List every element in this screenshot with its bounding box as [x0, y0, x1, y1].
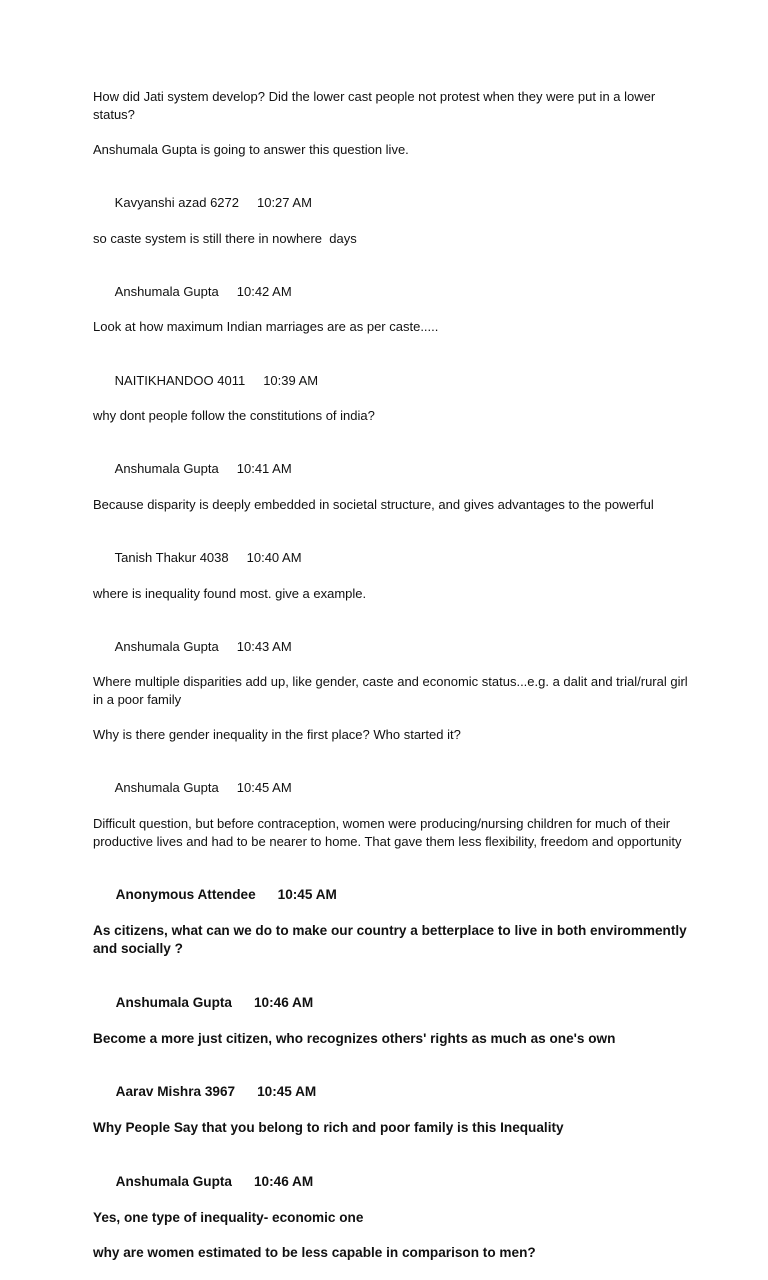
- message-block: [93, 141, 693, 159]
- message-block: [93, 176, 693, 247]
- timestamp: 10:27 AM: [256, 195, 312, 211]
- message-block: [93, 354, 693, 425]
- sender-name: Anshumala Gupta: [114, 638, 219, 654]
- message-header: [93, 1065, 693, 1119]
- message-text: Why People Say that you belong to rich and poor family is this Inequality: [93, 1120, 564, 1136]
- message-block: [93, 531, 693, 602]
- message-text: Where multiple disparities add up, like gender, caste and economic status...e.g. a dalit and trial/rural girl in a poor family: [93, 674, 692, 708]
- message-block: [93, 1244, 693, 1262]
- sender-name: Anonymous Attendee: [115, 887, 256, 903]
- message-block: [93, 1065, 693, 1137]
- sender-name: Anshumala Gupta: [115, 1173, 232, 1189]
- message-text: Difficult question, but before contraception, women were producing/nursing children for much of their productive lives and had to be nearer to home. That gave them less flexibility, freedom and opportunity: [93, 816, 682, 849]
- sender-name: Tanish Thakur 4038: [114, 549, 229, 565]
- message-header: [93, 868, 693, 922]
- message-header: [93, 354, 693, 407]
- message-text: where is inequality found most. give a example.: [93, 585, 367, 601]
- timestamp: 10:43 AM: [236, 638, 292, 654]
- sender-name: Anshumala Gupta: [114, 780, 219, 796]
- message-text: How did Jati system develop? Did the lower cast people not protest when they were put in a lower status?: [93, 89, 659, 122]
- message-block: [93, 265, 693, 336]
- message-block: [93, 868, 693, 958]
- timestamp: 10:41 AM: [236, 461, 292, 477]
- message-block: [93, 726, 693, 744]
- message-text: Yes, one type of inequality- economic one: [93, 1209, 364, 1225]
- message-header: [93, 442, 693, 495]
- timestamp: 10:45 AM: [236, 780, 292, 796]
- message-text: Why is there gender inequality in the first place? Who started it?: [93, 727, 461, 743]
- message-block: [93, 442, 693, 513]
- message-block: [93, 1155, 693, 1227]
- timestamp: 10:46 AM: [254, 1173, 314, 1189]
- message-header: [93, 762, 693, 815]
- message-text: Because disparity is deeply embedded in societal structure, and gives advantages to the powerful: [93, 496, 654, 512]
- message-text: Become a more just citizen, who recognizes others' rights as much as one's own: [93, 1030, 616, 1046]
- message-text: Look at how maximum Indian marriages are as per caste.....: [93, 319, 439, 335]
- timestamp: 10:40 AM: [246, 549, 302, 565]
- timestamp: 10:45 AM: [257, 1084, 317, 1100]
- message-header: [93, 531, 693, 584]
- message-text: Anshumala Gupta is going to answer this question live.: [93, 142, 409, 158]
- message-header: [93, 976, 693, 1030]
- message-header: [93, 1155, 693, 1209]
- message-header: [93, 265, 693, 318]
- sender-name: Anshumala Gupta: [115, 994, 232, 1010]
- message-text: why dont people follow the constitutions of india?: [93, 408, 375, 424]
- message-block: [93, 976, 693, 1048]
- sender-name: Anshumala Gupta: [114, 461, 219, 477]
- sender-name: Aarav Mishra 3967: [115, 1084, 236, 1100]
- timestamp: 10:42 AM: [236, 283, 292, 299]
- message-text: As citizens, what can we do to make our country a betterplace to live in both envirommently and socially ?: [93, 923, 691, 957]
- sender-name: NAITIKHANDOO 4011: [114, 372, 246, 388]
- message-header: [93, 176, 693, 229]
- message-header: [93, 620, 693, 673]
- timestamp: 10:46 AM: [254, 994, 314, 1010]
- timestamp: 10:39 AM: [263, 372, 319, 388]
- sender-name: Anshumala Gupta: [114, 283, 219, 299]
- timestamp: 10:45 AM: [277, 887, 337, 903]
- message-block: [93, 88, 693, 124]
- transcript-page: [93, 88, 693, 1280]
- message-block: [93, 762, 693, 851]
- message-block: [93, 620, 693, 709]
- message-text: so caste system is still there in nowhere days: [93, 230, 357, 246]
- message-text: why are women estimated to be less capable in comparison to men?: [93, 1245, 536, 1261]
- sender-name: Kavyanshi azad 6272: [114, 195, 239, 211]
